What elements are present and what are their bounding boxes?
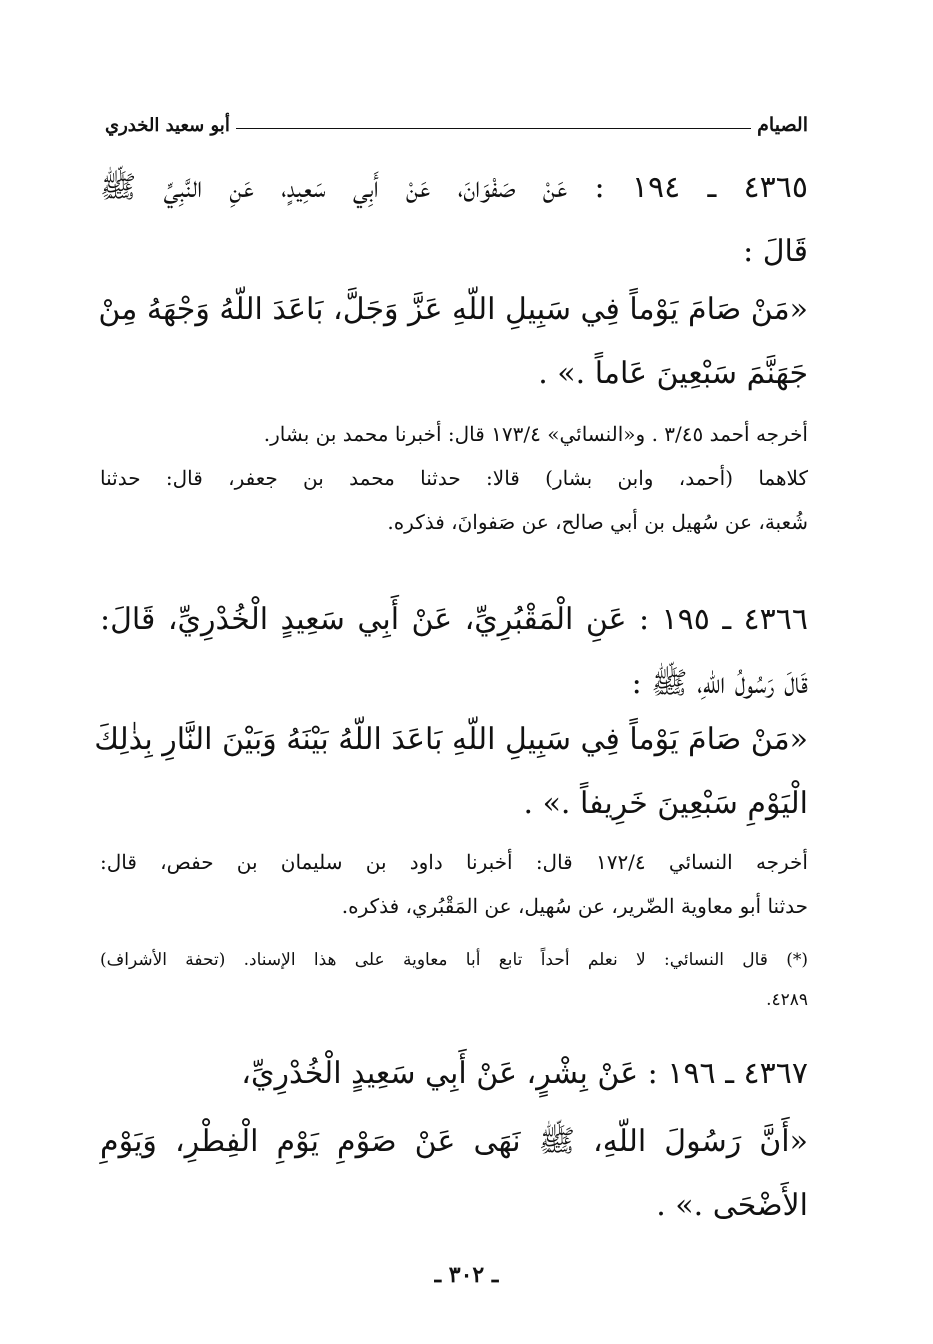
- hadith-heading-line: ٤٣٦٦ ـ ١٩٥ : عَنِ الْمَقْبُرِيِّ، عَنْ أَبِي سَعِيدٍ الْخُدْرِيِّ، قَالَ:: [100, 602, 808, 637]
- hadith-4365-heading: [100, 156, 808, 284]
- hadith-4365-takhrij: [100, 412, 808, 544]
- hadith-4365-text: [100, 278, 808, 406]
- hadith-heading-line: قَالَ :: [743, 234, 808, 269]
- hadith-4366-takhrij: [100, 840, 808, 928]
- takhrij-line: أخرجه النسائي ١٧٢/٤ قال: أخبرنا داود بن سليمان بن حفص، قال:: [100, 850, 808, 874]
- takhrij-line: أخرجه أحمد ٣/٤٥ . و«النسائي» ١٧٣/٤ قال: أخبرنا محمد بن بشار.: [263, 422, 808, 446]
- takhrij-line: شُعبة، عن سُهيل بن أبي صالح، عن صَفوانَ، فذكره.: [387, 510, 808, 534]
- takhrij-line: كلاهما (أحمد، وابن بشار) قالا: حدثنا محمد بن جعفر، قال: حدثنا: [100, 466, 808, 490]
- hadith-text-line: الْيَوْمِ سَبْعِينَ خَرِيفاً .» .: [523, 786, 808, 821]
- narrator-name: أبو سعيد الخدري: [105, 114, 230, 136]
- hadith-text-line: «مَنْ صَامَ يَوْماً فِي سَبِيلِ اللّهِ عَزَّ وَجَلَّ، بَاعَدَ اللّهُ وَجْهَهُ مِنْ: [98, 292, 808, 327]
- remark-line: (*) قال النسائي: لا نعلم أحداً تابع أبا معاوية على هذا الإسناد. (تحفة الأشراف): [100, 950, 808, 970]
- hadith-4366-heading: [100, 588, 808, 716]
- hadith-4367-text: [100, 1110, 808, 1238]
- running-header: [105, 110, 808, 140]
- hadith-4366-remark: [100, 940, 808, 1020]
- hadith-heading-line: قَالَ رَسُولُ اللّهِ، ﷺ :: [631, 666, 808, 701]
- hadith-text-line: «مَنْ صَامَ يَوْماً فِي سَبِيلِ اللّهِ بَاعَدَ اللّهُ بَيْنَهُ وَبَيْنَ النَّارِ بِذٰلِكَ: [94, 722, 808, 757]
- hadith-heading-line: ٤٣٦٧ ـ ١٩٦ : عَنْ بِشْرٍ، عَنْ أَبِي سَعِيدٍ الْخُدْرِيِّ،: [241, 1056, 808, 1091]
- remark-line: ٤٢٨٩.: [766, 990, 808, 1010]
- hadith-text-line: الأَضْحَى .» .: [656, 1188, 808, 1223]
- chapter-title: الصيام: [757, 114, 808, 136]
- hadith-heading-line: ٤٣٦٥ ـ ١٩٤ : عَنْ صَفْوَانَ، عَنْ أَبِي سَعِيدٍ، عَنِ النَّبِيِّ ﷺ: [100, 170, 808, 205]
- header-rule: [236, 128, 751, 129]
- hadith-4367-heading: [100, 1042, 808, 1106]
- hadith-text-line: جَهَنَّمَ سَبْعِينَ عَاماً .» .: [538, 356, 808, 391]
- page-number: ـ ٣٠٢ ـ: [434, 1262, 499, 1288]
- takhrij-line: حدثنا أبو معاوية الضّرير، عن سُهيل، عن المَقْبُري، فذكره.: [341, 894, 808, 918]
- hadith-4366-text: [94, 708, 808, 836]
- hadith-text-line: «أَنَّ رَسُولَ اللّهِ، ﷺ نَهَى عَنْ صَوْمِ يَوْمِ الْفِطْرِ، وَيَوْمِ: [100, 1124, 808, 1159]
